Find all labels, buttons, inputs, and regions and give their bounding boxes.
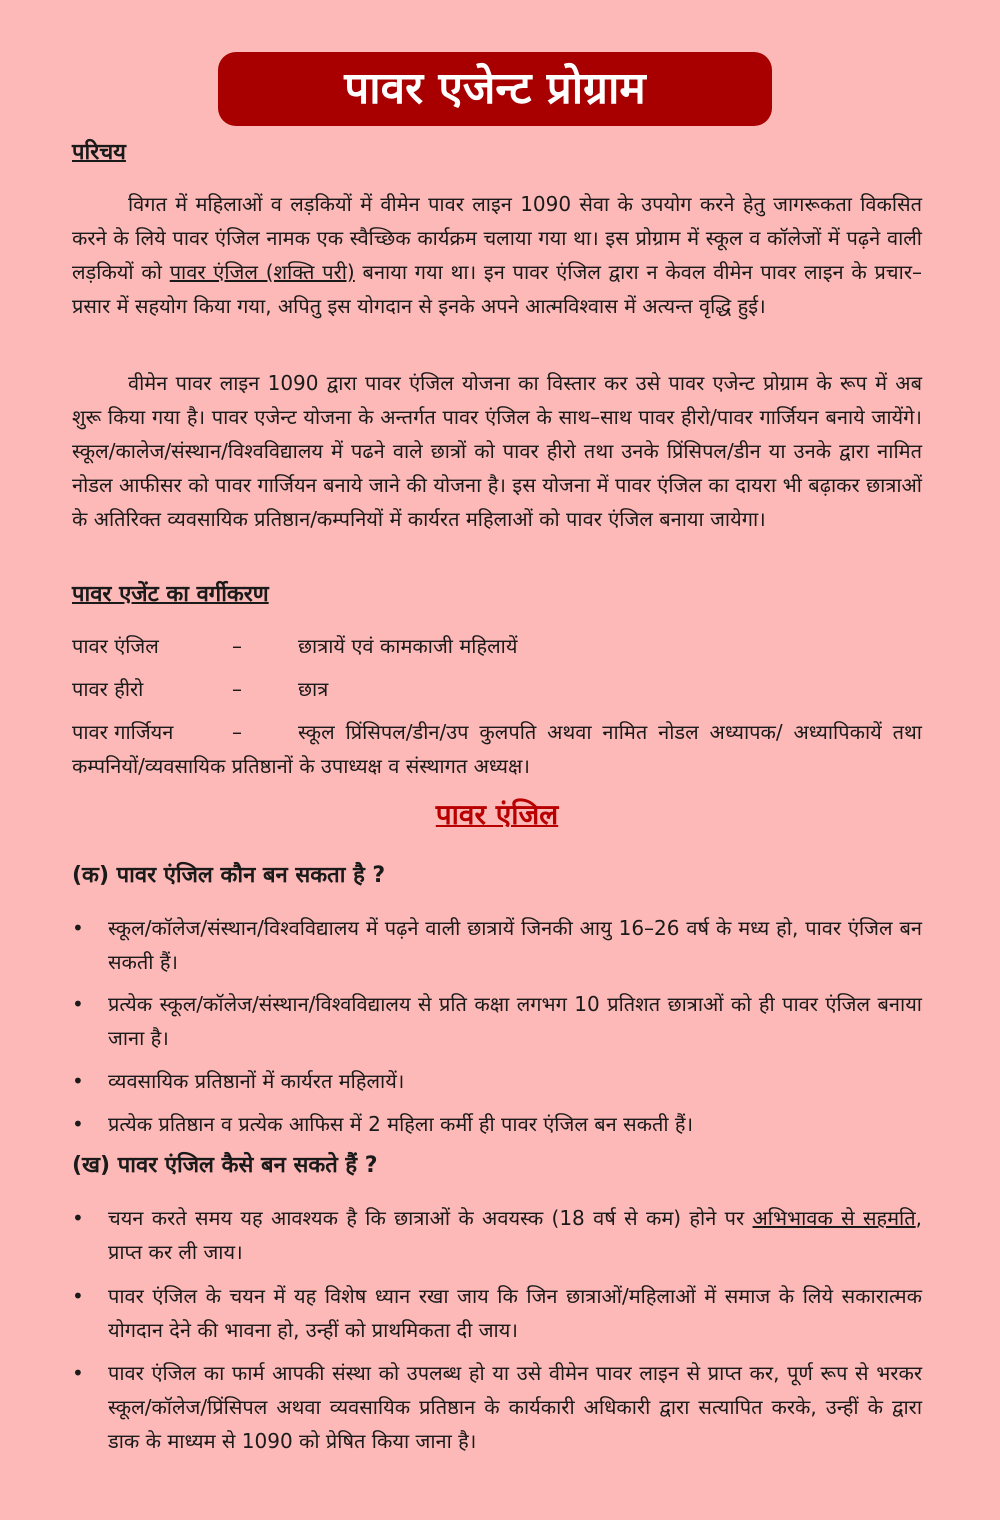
underlined-text: पावर एंजिल (शक्ति परी) bbox=[169, 260, 355, 284]
list-item: • स्कूल/कॉलेज/संस्थान/विश्वविद्यालय में पढ़ने वाली छात्रायें जिनकी आयु 16–26 वर्ष के मध्य हो, पावर एंजिल बन सकती हैं। bbox=[72, 911, 922, 979]
question-b: (ख) पावर एंजिल कैसे बन सकते हैं ? bbox=[72, 1153, 378, 1178]
term: पावर हीरो bbox=[72, 677, 144, 701]
list-item: • पावर एंजिल के चयन में यह विशेष ध्यान रखा जाय कि जिन छात्राओं/महिलाओं में समाज के लिये सकारात्मक योगदान देने की भावना हो, उन्हीं को प्राथमिकता दी जाय। bbox=[72, 1279, 922, 1347]
term: पावर गार्जियन bbox=[72, 720, 174, 744]
description: छात्रायें एवं कामकाजी महिलायें bbox=[298, 634, 518, 658]
intro-heading: परिचय bbox=[72, 140, 126, 165]
text: चयन करते समय यह आवश्यक है कि छात्राओं के अवयस्क (18 वर्ष से कम) होने पर bbox=[108, 1206, 753, 1230]
list-item bbox=[72, 1201, 922, 1269]
classification-row bbox=[72, 629, 922, 663]
text: बनाया गया था। इन पावर एंजिल द्वारा न केवल वीमेन पावर लाइन के प्रचार–प्रसार में सहयोग किया गया, अपितु इस योगदान से इनके अपने आत्मविश्वास में अत्यन्त वृद्धि हुई। bbox=[72, 260, 922, 318]
description: छात्र bbox=[298, 677, 329, 701]
dash: – bbox=[232, 634, 242, 658]
dash: – bbox=[232, 677, 242, 701]
text: , प्राप्त कर ली जाय। bbox=[108, 1206, 922, 1264]
underlined-text: अभिभावक से सहमति bbox=[752, 1206, 916, 1230]
list-item: • प्रत्येक स्कूल/कॉलेज/संस्थान/विश्वविद्यालय से प्रति कक्षा लगभग 10 प्रतिशत छात्राओं को ही पावर एंजिल बनाया जाना है। bbox=[72, 987, 922, 1055]
intro-paragraph-2: वीमेन पावर लाइन 1090 द्वारा पावर एंजिल योजना का विस्तार कर उसे पावर एजेन्ट प्रोग्राम के रूप में अब शुरू किया गया है। पावर एजेन्ट योजना के अन्तर्गत पावर एंजिल के साथ–साथ पावर हीरो/पावर गार्जियन बनाये जायेंगे। स्कूल/कालेज/संस्थान/विश्वविद्यालय में पढने वाले छात्रों को पावर हीरो तथा उनके प्रिंसिपल/डीन या उनके द्वारा नामित नोडल आफीसर को पावर गार्जियन बनाये जाने की योजना है। इस योजना में पावर एंजिल का दायरा भी बढ़ाकर छात्राओं के अतिरिक्त व्यवसायिक प्रतिष्ठान/कम्पनियों में कार्यरत महिलाओं को पावर एंजिल बनाया जायेगा। bbox=[72, 371, 922, 531]
intro-paragraph-1 bbox=[72, 187, 922, 323]
list-item: • पावर एंजिल का फार्म आपकी संस्था को उपलब्ध हो या उसे वीमेन पावर लाइन से प्राप्त कर, पूर्ण रूप से भरकर स्कूल/कॉलेज/प्रिंसिपल अथवा व्यवसायिक प्रतिष्ठान के कार्यकारी अधिकारी द्वारा सत्यापित करके, उन्हीं के द्वारा डाक के माध्यम से 1090 को प्रेषित किया जाना है। bbox=[72, 1356, 922, 1458]
term: पावर एंजिल bbox=[72, 634, 159, 658]
classification-row bbox=[72, 715, 922, 783]
question-a: (क) पावर एंजिल कौन बन सकता है ? bbox=[72, 863, 386, 888]
list-item: • व्यवसायिक प्रतिष्ठानों में कार्यरत महिलायें। bbox=[72, 1064, 922, 1098]
dash: – bbox=[232, 720, 242, 744]
power-angel-heading: पावर एंजिल bbox=[435, 798, 559, 831]
classification-heading: पावर एजेंट का वर्गीकरण bbox=[72, 582, 269, 607]
classification-row bbox=[72, 672, 922, 706]
page-title: पावर एजेन्ट प्रोग्राम bbox=[218, 52, 772, 126]
text: विगत में महिलाओं व लड़कियों में वीमेन पावर लाइन 1090 सेवा के उपयोग करने हेतु जागरूकता विकसित करने के लिये पावर एंजिल नामक एक स्वैच्छिक कार्यक्रम चलाया गया था। इस प्रोग्राम में स्कूल व कॉलेजों में पढ़ने वाली लड़कियों को bbox=[72, 192, 922, 284]
list-item: • प्रत्येक प्रतिष्ठान व प्रत्येक आफिस में 2 महिला कर्मी ही पावर एंजिल बन सकती हैं। bbox=[72, 1107, 922, 1141]
description: स्कूल प्रिंसिपल/डीन/उप कुलपति अथवा नामित नोडल अध्यापक/ अध्यापिकायें तथा कम्पनियों/व्यवसायिक प्रतिष्ठानों के उपाध्यक्ष व संस्थागत अध्यक्ष। bbox=[72, 720, 922, 778]
